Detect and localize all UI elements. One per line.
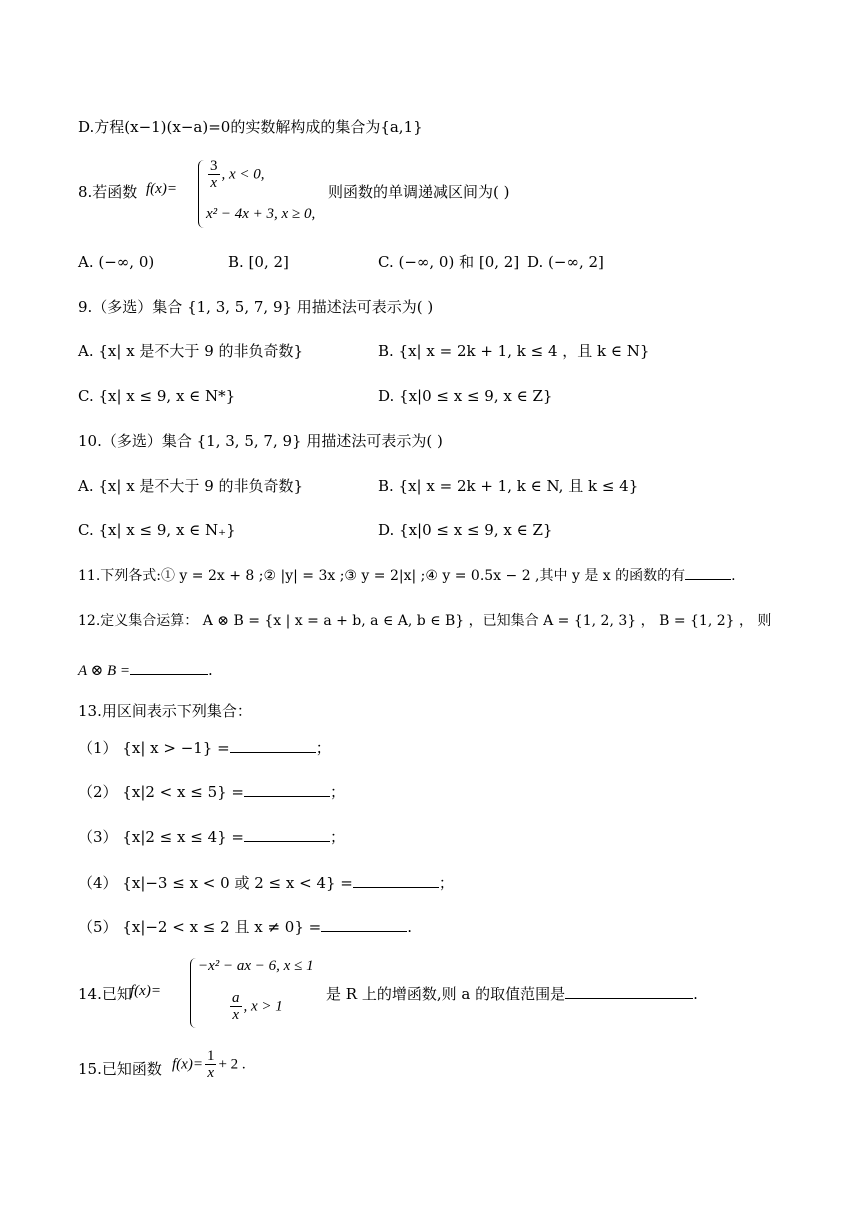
q11-text: 11.下列各式:① y = 2x + 8 ;② |y| = 3x ;③ y = 2|x| ;④ y = 0.5x − 2 ,其中 y 是 x 的函数的有 [78,568,686,584]
q14-case2 [228,990,283,1023]
q10-option-a: A. {x| x 是不大于 9 的非负奇数} [78,477,304,495]
q8-case1 [206,158,265,191]
q10-option-b: B. {x| x = 2k + 1, k ∈ N, 且 k ≤ 4} [378,477,639,495]
q15-num: 1 [206,1048,215,1064]
q13-item-3-text: （3） {x|2 ≤ x ≤ 4} = [78,828,245,846]
q8-option-d: D. (−∞, 2] [527,253,604,271]
q11-blank[interactable] [685,565,731,580]
q8-prefix: 8.若函数 [78,183,138,201]
q12-blank[interactable] [130,660,208,675]
q14-suffix: 是 R 上的增函数,则 a 的取值范围是 [326,985,566,1003]
q13-item-3-end: ； [330,828,346,846]
q8-case1-num: 3 [210,158,218,174]
q12-expr: A ⊗ B = [78,663,130,679]
q13-item-4-end: ； [438,874,454,892]
q14-end: . [693,985,698,1003]
q14-brace [190,958,197,1028]
q13-item-4-blank[interactable] [353,873,439,888]
q8-function-name: f(x)= [146,181,177,197]
q13-item-4 [78,872,454,894]
q14-case2-num: a [232,990,240,1006]
q10-option-c: C. {x| x ≤ 9, x ∈ N₊} [78,521,236,539]
q15-tail: + 2 . [218,1056,246,1073]
q9-option-b: B. {x| x = 2k + 1, k ≤ 4 ，且 k ∈ N} [378,342,650,360]
q13-item-1-blank[interactable] [230,738,316,753]
q13-item-5-end: . [407,918,412,936]
q8-brace [198,160,205,228]
q13-stem: 13.用区间表示下列集合： [78,702,252,720]
q10-stem: 10.（多选）集合 {1, 3, 5, 7, 9} 用描述法可表示为( ) [78,432,443,450]
q12-end: . [208,661,213,679]
q13-item-3 [78,826,345,848]
q9-option-a: A. {x| x 是不大于 9 的非负奇数} [78,342,304,360]
q13-item-2-end: ； [330,783,346,801]
q13-item-1-end: ； [315,739,331,757]
q8-case1-cond: , x < 0, [221,166,265,183]
q9-stem: 9.（多选）集合 {1, 3, 5, 7, 9} 用描述法可表示为( ) [78,298,434,316]
q15-formula [172,1048,246,1081]
q13-item-3-blank[interactable] [244,827,330,842]
q9-option-d: D. {x|0 ≤ x ≤ 9, x ∈ Z} [378,387,553,405]
q14-case1: −x² − ax − 6, x ≤ 1 [198,958,314,974]
q13-item-1-text: （1） {x| x > −1} = [78,739,230,757]
q15-den: x [207,1065,215,1081]
q13-item-1 [78,737,331,759]
q14-prefix: 14.已知 [78,985,132,1003]
q10-option-d: D. {x|0 ≤ x ≤ 9, x ∈ Z} [378,521,553,539]
q13-item-2-blank[interactable] [244,782,330,797]
q8-case1-den: x [210,175,218,191]
q14-suffix-line [326,983,698,1004]
q7-option-d: D.方程(x−1)(x−a)=0的实数解构成的集合为{a,1} [78,118,423,136]
q13-item-2 [78,781,345,803]
q12-answer-line [78,659,213,682]
q13-item-2-text: （2） {x|2 < x ≤ 5} = [78,783,245,801]
q15-function-name: f(x)= [172,1056,203,1073]
q13-item-5 [78,916,412,938]
q8-suffix: 则函数的单调递减区间为( ) [328,183,510,201]
q9-option-c: C. {x| x ≤ 9, x ∈ N*} [78,387,236,405]
q13-item-4-text: （4） {x|−3 ≤ x < 0 或 2 ≤ x < 4} = [78,874,353,892]
q8-option-c: C. (−∞, 0) 和 [0, 2] [378,253,520,271]
q13-item-5-text: （5） {x|−2 < x ≤ 2 且 x ≠ 0} = [78,918,322,936]
q14-case2-den: x [232,1007,240,1023]
q8-case2: x² − 4x + 3, x ≥ 0, [206,206,316,222]
q14-function-name: f(x)= [130,983,161,999]
q11-stem [78,565,736,587]
q11-end: . [731,568,736,584]
q8-option-b: B. [0, 2] [228,253,289,271]
q8-option-a: A. (−∞, 0) [78,253,155,271]
q14-case2-cond: , x > 1 [243,998,283,1015]
q12-stem: 12.定义集合运算： A ⊗ B = {x | x = a + b, a ∈ A, b ∈ B} ，已知集合 A = {1, 2, 3} ， B = {1, 2} ， 则 [78,613,772,629]
q15-prefix: 15.已知函数 [78,1060,162,1078]
q13-item-5-blank[interactable] [321,917,407,932]
q14-blank[interactable] [565,984,693,999]
